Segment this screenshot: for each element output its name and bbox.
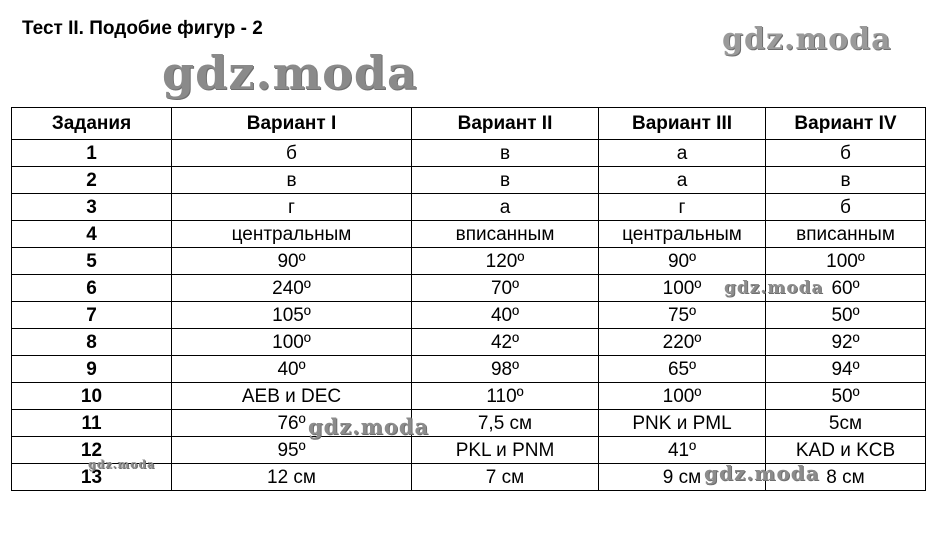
answer-cell: 105º (172, 302, 412, 329)
task-number: 10 (12, 383, 172, 410)
answer-cell: в (766, 167, 926, 194)
task-number: 12 (12, 437, 172, 464)
answer-cell: а (412, 194, 599, 221)
answer-cell: в (412, 140, 599, 167)
answer-cell: 5см (766, 410, 926, 437)
answer-cell: 110º (412, 383, 599, 410)
answer-cell: 90º (599, 248, 766, 275)
task-number: 9 (12, 356, 172, 383)
task-number: 3 (12, 194, 172, 221)
answer-cell: центральным (599, 221, 766, 248)
answer-cell: AEB и DEC (172, 383, 412, 410)
answer-cell: 100º (766, 248, 926, 275)
answer-cell: 92º (766, 329, 926, 356)
answers-table (11, 107, 926, 491)
answer-cell: 90º (172, 248, 412, 275)
answer-cell: 7 см (412, 464, 599, 491)
watermark-logo: gdz.moda (704, 461, 820, 485)
table-row (12, 437, 926, 464)
answer-cell: 94º (766, 356, 926, 383)
table-row (12, 140, 926, 167)
task-number: 6 (12, 275, 172, 302)
answer-cell: 100º (599, 275, 766, 302)
task-number: 5 (12, 248, 172, 275)
header-variant-1: Вариант I (172, 108, 412, 140)
answer-cell: 75º (599, 302, 766, 329)
answer-cell: 240º (172, 275, 412, 302)
answer-cell: центральным (172, 221, 412, 248)
answer-cell: 12 см (172, 464, 412, 491)
answer-cell: 98º (412, 356, 599, 383)
answer-cell: в (172, 167, 412, 194)
answer-cell: б (172, 140, 412, 167)
table-row (12, 167, 926, 194)
task-number: 2 (12, 167, 172, 194)
header-variant-4: Вариант IV (766, 108, 926, 140)
answer-cell: 50º (766, 302, 926, 329)
answer-cell: в (412, 167, 599, 194)
watermark-logo: gdz.moda (308, 414, 430, 439)
header-variant-2: Вариант II (412, 108, 599, 140)
table-row (12, 329, 926, 356)
answer-cell: вписанным (412, 221, 599, 248)
table-row (12, 410, 926, 437)
answer-cell: 95º (172, 437, 412, 464)
answer-cell: а (599, 140, 766, 167)
answer-cell: 70º (412, 275, 599, 302)
answer-cell: 40º (172, 356, 412, 383)
watermark-logo: gdz.moda (722, 22, 892, 57)
task-number: 7 (12, 302, 172, 329)
table-row (12, 221, 926, 248)
answer-cell: 65º (599, 356, 766, 383)
answer-cell: 40º (412, 302, 599, 329)
task-number: 8 (12, 329, 172, 356)
answer-cell: 60º (766, 275, 926, 302)
page-title: Тест II. Подобие фигур - 2 (22, 18, 263, 39)
task-number: 4 (12, 221, 172, 248)
header-variant-3: Вариант III (599, 108, 766, 140)
table-row (12, 383, 926, 410)
answer-cell: PNK и PML (599, 410, 766, 437)
header-tasks: Задания (12, 108, 172, 140)
answer-cell: 76º (172, 410, 412, 437)
answer-cell: 100º (599, 383, 766, 410)
answer-cell: 41º (599, 437, 766, 464)
table-row (12, 356, 926, 383)
answer-cell: 50º (766, 383, 926, 410)
answer-cell: б (766, 194, 926, 221)
answer-cell: б (766, 140, 926, 167)
table-row (12, 194, 926, 221)
answer-cell: 120º (412, 248, 599, 275)
answer-cell: 7,5 см (412, 410, 599, 437)
table-row (12, 464, 926, 491)
answer-cell: KAD и KCB (766, 437, 926, 464)
watermark-logo: gdz.moda (724, 278, 824, 298)
answer-cell: 220º (599, 329, 766, 356)
table-row (12, 302, 926, 329)
task-number: 11 (12, 410, 172, 437)
answer-cell: 42º (412, 329, 599, 356)
watermark-logo: gdz.moda (88, 458, 156, 471)
table-row (12, 275, 926, 302)
watermark-logo: gdz.moda (162, 46, 418, 100)
task-number: 13 (12, 464, 172, 491)
answer-cell: г (599, 194, 766, 221)
answer-cell: 8 см (766, 464, 926, 491)
table-row (12, 248, 926, 275)
answer-cell: г (172, 194, 412, 221)
answer-cell: PKL и PNM (412, 437, 599, 464)
answer-cell: вписанным (766, 221, 926, 248)
table-header-row (12, 108, 926, 140)
answer-cell: а (599, 167, 766, 194)
answer-cell: 100º (172, 329, 412, 356)
answer-cell: 9 см (599, 464, 766, 491)
task-number: 1 (12, 140, 172, 167)
